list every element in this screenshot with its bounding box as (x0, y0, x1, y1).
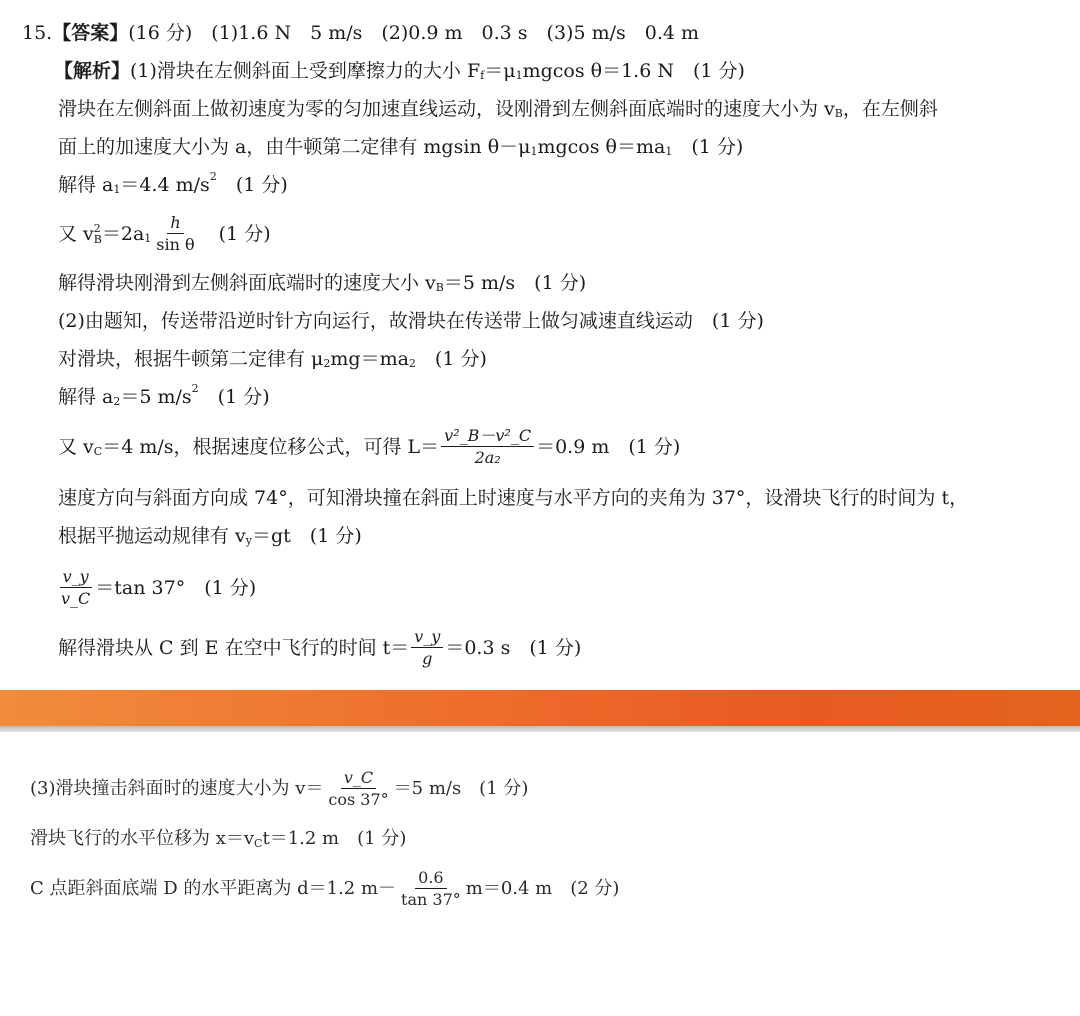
answer-tag: 【答案】 (52, 22, 129, 44)
line6-c: (1 分) (199, 223, 271, 245)
solution-line-3 (58, 96, 938, 122)
part3-line-3 (30, 866, 619, 912)
question-number: 15. (22, 22, 53, 44)
line4-sub2: 1 (665, 145, 673, 158)
solution-line-9 (58, 346, 487, 372)
solution-line-11 (58, 424, 680, 470)
line9-sub2: 2 (408, 357, 416, 370)
part3-l2-sub: C (254, 837, 263, 850)
solution-line-14 (56, 565, 256, 611)
line4-text: 面上的加速度大小为 a，由牛顿第二定律有 mgsin θ－μ (58, 136, 531, 158)
line11-b: ＝4 m/s，根据速度位移公式，可得 L＝ (102, 436, 440, 458)
line5-sup: 2 (209, 170, 217, 183)
banner-shadow (0, 726, 1080, 732)
part3-l2-a: 滑块飞行的水平位移为 x＝v (30, 828, 255, 849)
fraction-denominator: sin θ (156, 235, 195, 254)
part3-l1-a: (3)滑块撞击斜面时的速度大小为 v＝ (30, 778, 324, 799)
fraction-denominator: cos 37° (328, 790, 389, 809)
line3-sub: B (834, 107, 843, 120)
answer-line (22, 20, 699, 46)
line4-end: (1 分) (672, 136, 744, 158)
analysis-text-a: (1)滑块在左侧斜面上受到摩擦力的大小 F (130, 60, 481, 82)
solution-line-13 (58, 523, 362, 549)
solution-line-5 (58, 172, 288, 198)
line4-mid: mgcos θ＝ma (537, 136, 666, 158)
solution-line-6 (58, 212, 271, 256)
solution-line-12 (58, 485, 968, 511)
line7-sub: B (435, 281, 444, 294)
line10-sup: 2 (191, 382, 199, 395)
fraction-vy-over-g (411, 629, 443, 667)
fraction-0-6-over-tan (398, 870, 464, 908)
answer-text: (16 分) (1)1.6 N 5 m/s (2)0.9 m 0.3 s (3)5 m/s 0.4 m (128, 22, 700, 44)
line14-b: ＝tan 37° (1 分) (95, 577, 257, 599)
line10-sub: 2 (113, 395, 121, 408)
line9-a: 对滑块，根据牛顿第二定律有 μ (58, 348, 324, 370)
part3-l1-b: ＝5 m/s (1 分) (393, 778, 529, 799)
line13-sub: y (245, 534, 252, 547)
solution-line-7 (58, 270, 586, 296)
line11-sub: C (93, 445, 103, 458)
line9-b: mg＝ma (330, 348, 409, 370)
fraction-numerator: 0.6 (415, 870, 446, 889)
analysis-line (54, 58, 745, 84)
line13-a: 根据平抛运动规律有 v (58, 525, 246, 547)
line3-text: 滑块在左侧斜面上做初速度为零的匀加速直线运动，设刚滑到左侧斜面底端时的速度大小为 v (58, 98, 835, 120)
fraction-denominator: g (422, 649, 433, 668)
line15-b: ＝0.3 s (1 分) (445, 637, 582, 659)
line10-b: ＝5 m/s (120, 386, 192, 408)
line11-a: 又 v (58, 436, 94, 458)
fraction-vy-over-vc (58, 569, 93, 607)
line12-text: 速度方向与斜面方向成 74°，可知滑块撞在斜面上时速度与水平方向的夹角为 37°，设滑块飞行的时间为 t， (58, 487, 969, 509)
line5-sub: 1 (113, 183, 121, 196)
fraction-numerator: v_C (341, 770, 376, 789)
line10-a: 解得 a (58, 386, 114, 408)
part3-line-2 (30, 826, 406, 852)
fraction-denominator: 2a₂ (474, 448, 501, 467)
line7-b: ＝5 m/s (1 分) (443, 272, 587, 294)
solution-line-4 (58, 134, 743, 160)
line5-c: (1 分) (216, 174, 288, 196)
analysis-tag: 【解析】 (54, 60, 131, 82)
line13-b: ＝gt (1 分) (252, 525, 362, 547)
line7-a: 解得滑块刚滑到左侧斜面底端时的速度大小 v (58, 272, 436, 294)
part3-l3-a: C 点距斜面底端 D 的水平距离为 d＝1.2 m－ (30, 878, 397, 899)
analysis-sub-f: f (480, 69, 485, 82)
line6-b: ＝2a (101, 223, 145, 245)
solution-line-10 (58, 384, 270, 410)
line5-a: 解得 a (58, 174, 114, 196)
fraction-denominator: tan 37° (401, 890, 461, 909)
orange-divider-banner (0, 690, 1080, 726)
line8-text: (2)由题知，传送带沿逆时针方向运行，故滑块在传送带上做匀减速直线运动 (1 分) (58, 310, 764, 332)
fraction-velocity-diff (441, 428, 534, 466)
analysis-text-b: ＝μ (484, 60, 516, 82)
line6-a: 又 v (58, 223, 94, 245)
line9-sub: 2 (323, 357, 331, 370)
fraction-vc-over-cos (325, 770, 391, 808)
line5-b: ＝4.4 m/s (120, 174, 210, 196)
analysis-sub-1: 1 (515, 69, 523, 82)
solution-line-8 (58, 308, 764, 334)
line3-end: ，在左侧斜 (842, 98, 938, 120)
part3-l2-b: t＝1.2 m (1 分) (262, 828, 407, 849)
line6-sub2: 1 (144, 232, 152, 245)
fraction-h-over-sin (153, 215, 197, 253)
line6-sub: B (93, 233, 102, 246)
fraction-numerator: v_y (411, 629, 443, 648)
analysis-text-c: mgcos θ＝1.6 N (1 分) (522, 60, 745, 82)
fraction-denominator: v_C (61, 589, 91, 608)
fraction-numerator: h (167, 215, 183, 234)
line11-c: ＝0.9 m (1 分) (536, 436, 681, 458)
line9-c: (1 分) (415, 348, 487, 370)
fraction-numerator: v_y (60, 569, 92, 588)
line15-a: 解得滑块从 C 到 E 在空中飞行的时间 t＝ (58, 637, 410, 659)
part3-line-1 (30, 766, 528, 812)
fraction-numerator: v²_B－v²_C (441, 428, 534, 447)
line4-sub1: 1 (530, 145, 538, 158)
solution-line-15 (58, 625, 581, 671)
line10-c: (1 分) (198, 386, 270, 408)
line6-sup: 2 (93, 222, 101, 235)
part3-l3-b: m＝0.4 m (2 分) (465, 878, 620, 899)
